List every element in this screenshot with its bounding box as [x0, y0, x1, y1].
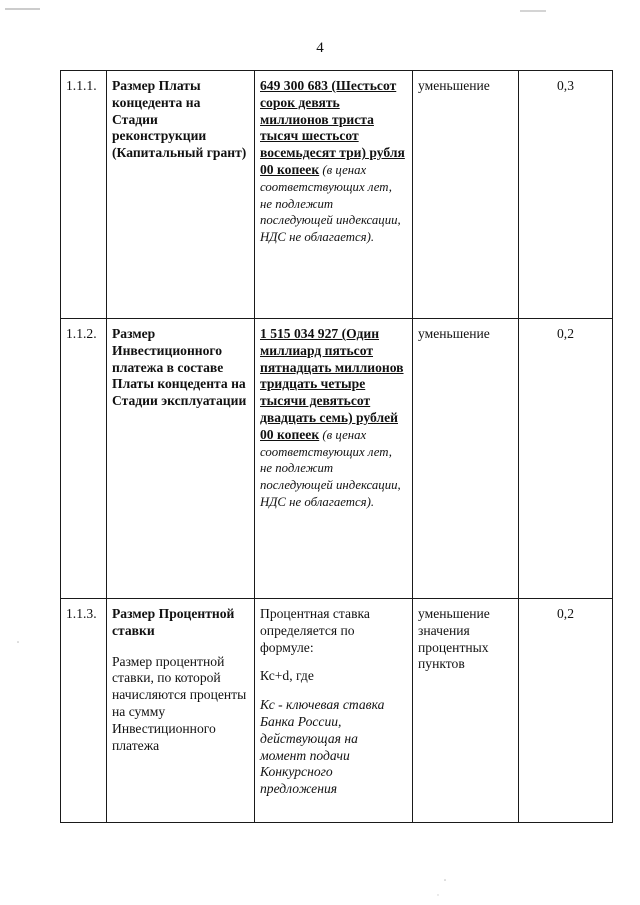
criterion-weight: 0,3 [519, 71, 613, 319]
criterion-value-cell [255, 599, 413, 823]
criterion-name: Размер Инвестиционного платежа в составе Платы концедента на Стадии эксплуатации [112, 326, 247, 409]
row-number: 1.1.3. [61, 599, 107, 823]
criteria-table [60, 70, 613, 823]
row-number: 1.1.2. [61, 319, 107, 599]
criterion-direction: уменьшение [413, 319, 519, 599]
criterion-name: Размер Платы концедента на Стадии реконструкции (Капитальный грант) [112, 78, 247, 161]
table-row [61, 599, 613, 823]
formula-explanation: Кс - ключевая ставка Банка России, действующая на момент подачи Конкурсного предложения [260, 697, 385, 797]
criterion-value-note: (в ценах соответствующих лет, не подлежит последующей индексации, НДС не облагается). [260, 427, 401, 509]
criterion-name: Размер Процентной ставки [112, 606, 235, 638]
criterion-value-cell [255, 319, 413, 599]
criterion-name-cell [107, 71, 255, 319]
criterion-name-cell [107, 599, 255, 823]
criterion-weight: 0,2 [519, 599, 613, 823]
criterion-weight: 0,2 [519, 319, 613, 599]
criterion-description: Размер процентной ставки, по которой начисляются проценты на сумму Инвестиционного платежа [112, 653, 247, 753]
scan-speck [444, 879, 446, 881]
row-number: 1.1.1. [61, 71, 107, 319]
criterion-name-cell [107, 319, 255, 599]
page-number: 4 [316, 40, 324, 56]
criterion-value-amount: 1 515 034 927 (Один миллиард пятьсот пятнадцать миллионов тридцать четыре тысячи девятьсот двадцать семь) рублей 00 копеек [260, 326, 404, 442]
criterion-value-cell [255, 71, 413, 319]
scan-speck [437, 894, 438, 895]
formula-intro: Процентная ставка определяется по формуле: [260, 606, 370, 655]
formula: Кс+d, где [260, 668, 314, 684]
table-row [61, 319, 613, 599]
criterion-direction: уменьшение [413, 71, 519, 319]
table-row [61, 71, 613, 319]
scan-speck [17, 641, 19, 643]
criterion-value-amount: 649 300 683 (Шестьсот сорок девять миллионов триста тысяч шестьсот восемьдесят три) рубля 00 копеек [260, 78, 405, 177]
criterion-value-note: (в ценах соответствующих лет, не подлежит последующей индексации, НДС не облагается). [260, 162, 401, 245]
criterion-direction: уменьшение значения процентных пунктов [413, 599, 519, 823]
